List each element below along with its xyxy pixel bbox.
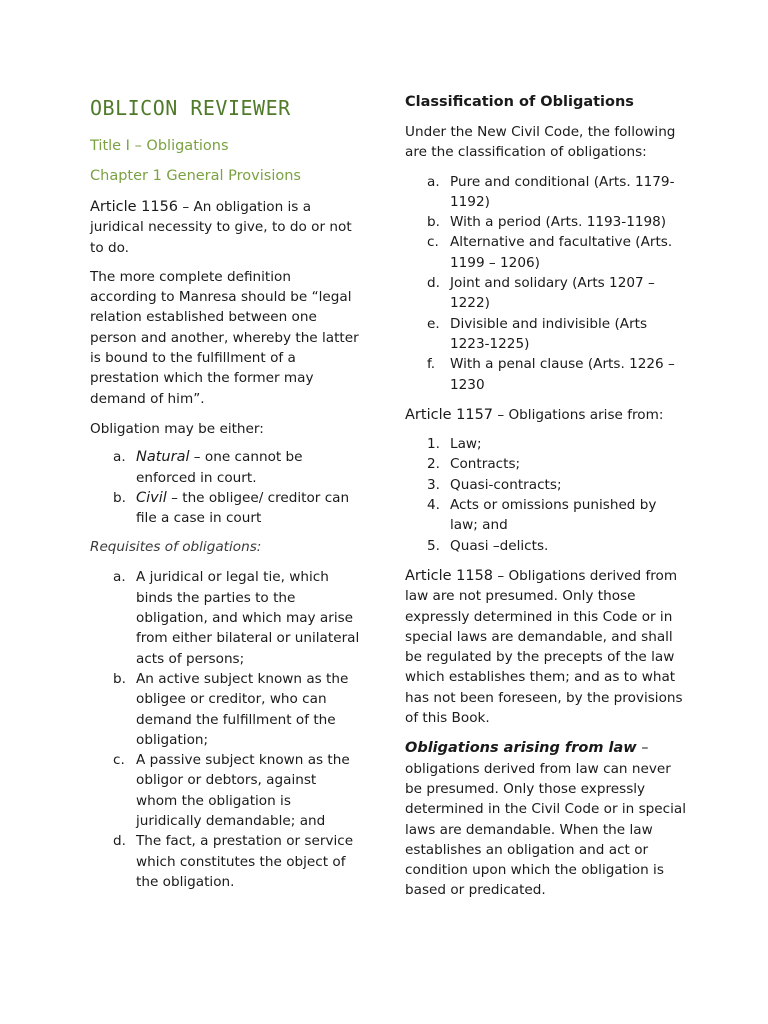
obligations-from-law-label: Obligations arising from law <box>405 740 637 757</box>
title-heading: Title I – Obligations <box>90 138 229 154</box>
left-column <box>90 88 360 892</box>
complete-definition-paragraph: The more complete definition according to Manresa should be “legal relation established between one person and another, whereby the latter is bound to the fulfillment of a prestation which the former may demand of him”. <box>90 268 359 407</box>
classification-intro: Under the New Civil Code, the following are the classification of obligations: <box>405 124 676 161</box>
list-marker: 1. <box>427 436 440 453</box>
classification-text: Pure and conditional (Arts. 1179-1192) <box>450 173 675 210</box>
requisite-text: An active subject known as the obligee or creditor, who can demand the fulfillment of the obligation; <box>136 670 349 748</box>
kind-text: – one cannot be enforced in court. <box>136 449 303 486</box>
source-text: Contracts; <box>450 456 521 473</box>
source-text: Law; <box>450 436 482 453</box>
classification-heading: Classification of Obligations <box>405 94 634 110</box>
article-1156-label: Article 1156 <box>90 199 179 215</box>
article-1156-text: – An obligation is a juridical necessity to give, to do or not to do. <box>90 199 352 256</box>
requisites-heading: Requisites of obligations: <box>90 539 262 556</box>
source-text: Quasi-contracts; <box>450 476 562 493</box>
obligations-from-law-text: obligations derived from law can never be presumed. Only those expressly determined in the Civil Code or in special laws are demandable. When the law establishes an obligation and act or condition upon which the obligation is based or predicated. <box>405 760 687 899</box>
article-1157-label: Article 1157 <box>405 406 494 423</box>
classification-text: With a period (Arts. 1193-1198) <box>450 214 667 231</box>
list-item <box>405 454 687 474</box>
obligations-from-law-dash: – <box>636 740 649 757</box>
classification-text: Alternative and facultative (Arts. 1199 – 1206) <box>450 234 673 271</box>
list-item <box>405 232 687 273</box>
list-item <box>405 536 687 556</box>
article-1158-text: – Obligations derived from law are not presumed. Only those expressly determined in this Code or in special laws are demandable, and shall be regulated by the precepts of the law which establishes them; and as to what has not been foreseen, by the provisions of this Book. <box>405 567 683 727</box>
requisite-text: A passive subject known as the obligor or debtors, against whom the obligation is juridically demandable; and <box>136 752 350 830</box>
list-item <box>90 488 360 529</box>
list-marker: b. <box>113 670 126 687</box>
list-marker: c. <box>427 234 439 251</box>
list-marker: a. <box>113 449 126 466</box>
list-item <box>405 212 687 232</box>
obligation-may-be-text: Obligation may be either: <box>90 420 264 437</box>
article-1156-paragraph <box>90 197 360 258</box>
list-item <box>90 447 360 488</box>
list-item <box>405 172 687 213</box>
article-1158-label: Article 1158 <box>405 567 494 584</box>
article-1157-text: – Obligations arise from: <box>493 406 664 423</box>
list-marker: c. <box>113 752 125 769</box>
list-item <box>405 273 687 314</box>
list-item <box>405 314 687 355</box>
article-1158-paragraph <box>405 566 687 728</box>
list-item <box>405 495 687 536</box>
source-text: Acts or omissions punished by law; and <box>450 497 657 534</box>
list-marker: 4. <box>427 497 440 514</box>
list-item <box>90 567 360 668</box>
requisite-text: The fact, a prestation or service which constitutes the object of the obligation. <box>136 833 354 890</box>
list-marker: f. <box>427 356 436 373</box>
list-marker: b. <box>113 489 126 506</box>
right-column <box>405 88 687 901</box>
list-marker: 5. <box>427 537 440 554</box>
document-title: OBLICON REVIEWER <box>90 96 291 120</box>
list-marker: e. <box>427 315 440 332</box>
obligations-from-law-paragraph <box>405 738 687 900</box>
requisite-text: A juridical or legal tie, which binds the parties to the obligation, and which may arise from either bilateral or unilateral acts of persons; <box>136 569 360 667</box>
sources-list <box>405 434 687 556</box>
list-item <box>405 475 687 495</box>
requisites-list <box>90 567 360 892</box>
classification-list <box>405 172 687 395</box>
list-item <box>90 831 360 892</box>
list-marker: d. <box>427 275 440 292</box>
article-1157-paragraph <box>405 405 687 425</box>
list-marker: a. <box>113 569 126 586</box>
list-item <box>405 434 687 454</box>
classification-text: Joint and solidary (Arts 1207 – 1222) <box>450 275 655 312</box>
list-marker: 2. <box>427 456 440 473</box>
list-item <box>405 354 687 395</box>
chapter-heading: Chapter 1 General Provisions <box>90 168 301 184</box>
classification-text: With a penal clause (Arts. 1226 – 1230 <box>450 356 675 393</box>
list-item <box>90 750 360 831</box>
list-item <box>90 669 360 750</box>
obligation-kinds-list <box>90 447 360 528</box>
kind-label: Civil <box>136 489 167 506</box>
list-marker: b. <box>427 214 440 231</box>
kind-label: Natural <box>136 449 190 466</box>
list-marker: 3. <box>427 476 440 493</box>
classification-text: Divisible and indivisible (Arts 1223-1225) <box>450 315 648 352</box>
list-marker: a. <box>427 173 440 190</box>
kind-text: – the obligee/ creditor can file a case in court <box>136 489 350 527</box>
source-text: Quasi –delicts. <box>450 537 549 554</box>
list-marker: d. <box>113 833 126 850</box>
